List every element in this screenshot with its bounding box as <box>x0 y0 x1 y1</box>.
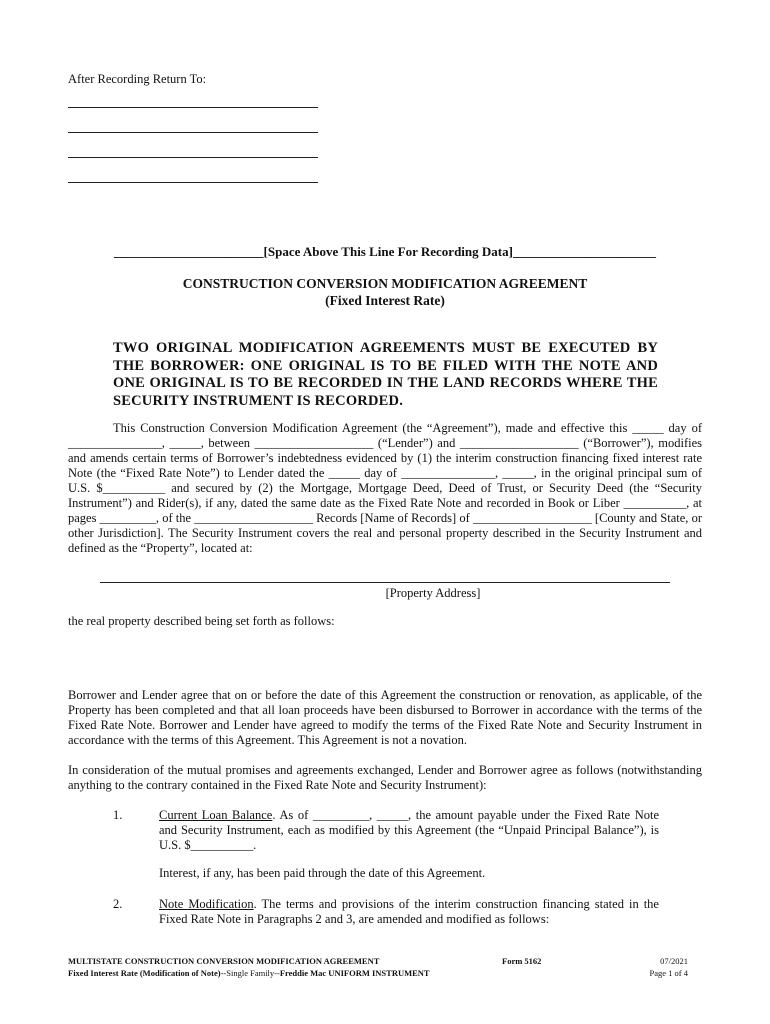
footer-form-subtitle <box>68 967 430 979</box>
item-text: . As of _________, _____, the amount payable under the Fixed Rate Note and Security Instrument, each as modified by this Agreement (the “Unpaid Principal Balance”), is U.S. $__________. <box>159 808 659 852</box>
footer-subtitle-part-3: Freddie Mac UNIFORM INSTRUMENT <box>279 968 430 978</box>
return-address-line-2 <box>68 132 318 133</box>
item-heading: Current Loan Balance <box>159 808 273 822</box>
interest-paid-text: Interest, if any, has been paid through the date of this Agreement. <box>159 866 486 880</box>
document-title: CONSTRUCTION CONVERSION MODIFICATION AGREEMENT <box>182 276 588 291</box>
return-address-line-1 <box>68 107 318 108</box>
item-number: 1. <box>113 808 123 822</box>
footer-date: 07/2021 <box>660 956 688 966</box>
item-text: . The terms and provisions of the interim construction financing stated in the Fixed Rate Note in Paragraphs 2 and 3, are amended and modified as follows: <box>159 897 659 926</box>
return-to-label: After Recording Return To: <box>68 72 207 86</box>
item-number: 2. <box>113 897 123 911</box>
footer-subtitle-part-1: Fixed Interest Rate (Modification of Note) <box>68 968 221 978</box>
completion-paragraph: Borrower and Lender agree that on or before the date of this Agreement the construction or renovation, as applicable, of the Property has been completed and that all loan proceeds have been disbursed to Borrower in accordance with the terms of the Fixed Rate Note. Borrower and Lender have agreed to modify the terms of the Fixed Rate Note and Security Instrument in accordance with the terms of this Agreement. This Agreement is not a novation. <box>68 688 702 747</box>
document-subtitle: (Fixed Interest Rate) <box>325 293 445 308</box>
property-address-label: [Property Address] <box>385 586 481 600</box>
return-address-line-3 <box>68 157 318 158</box>
space-above-line: _______________________[Space Above This Line For Recording Data]______________________ <box>114 244 656 259</box>
intro-paragraph: This Construction Conversion Modification Agreement (the “Agreement”), made and effective this _____ day of _______________, _____, between ___________________ (“Lender”) and ___________________ (“Borrower”), modifies and amends certain terms of Borrower’s indebtedness evidenced by (1) the interim construction financing fixed interest rate Note (the “Fixed Rate Note”) to Lender dated the _____ day of _______________, _____, in the original principal sum of U.S. $__________ and secured by (2) the Mortgage, Mortgage Deed, Deed of Trust, or Security Deed (the “Security Instrument”) and Rider(s), if any, dated the same date as the Fixed Rate Note and recorded in Book or Liber __________, at pages _________, of the ___________________ Records [Name of Records] of ___________________ [County and State, or other Jurisdiction]. The Security Instrument covers the real and personal property described in the Security Instrument and defined as the “Property”, located at: <box>68 421 702 555</box>
item-heading: Note Modification <box>159 897 254 911</box>
item-note-modification <box>159 897 659 927</box>
footer-form-number: Form 5162 <box>502 956 542 966</box>
footer-page-number: Page 1 of 4 <box>649 968 688 978</box>
consideration-paragraph: In consideration of the mutual promises and agreements exchanged, Lender and Borrower agree as follows (notwithstanding anything to the contrary contained in the Fixed Rate Note and Security Instrument): <box>68 763 702 792</box>
footer-form-title: MULTISTATE CONSTRUCTION CONVERSION MODIFICATION AGREEMENT <box>68 956 380 966</box>
return-address-line-4 <box>68 182 318 183</box>
execution-warning: TWO ORIGINAL MODIFICATION AGREEMENTS MUST BE EXECUTED BY THE BORROWER: ONE ORIGINAL IS TO BE FILED WITH THE NOTE AND ONE ORIGINAL IS TO BE RECORDED IN THE LAND RECORDS WHERE THE SECURITY INSTRUMENT IS RECORDED. <box>113 340 658 409</box>
real-property-text: the real property described being set forth as follows: <box>68 614 335 628</box>
property-address-line <box>100 582 670 583</box>
footer-subtitle-part-2: --Single Family-- <box>220 968 280 978</box>
item-current-loan-balance <box>159 808 659 853</box>
